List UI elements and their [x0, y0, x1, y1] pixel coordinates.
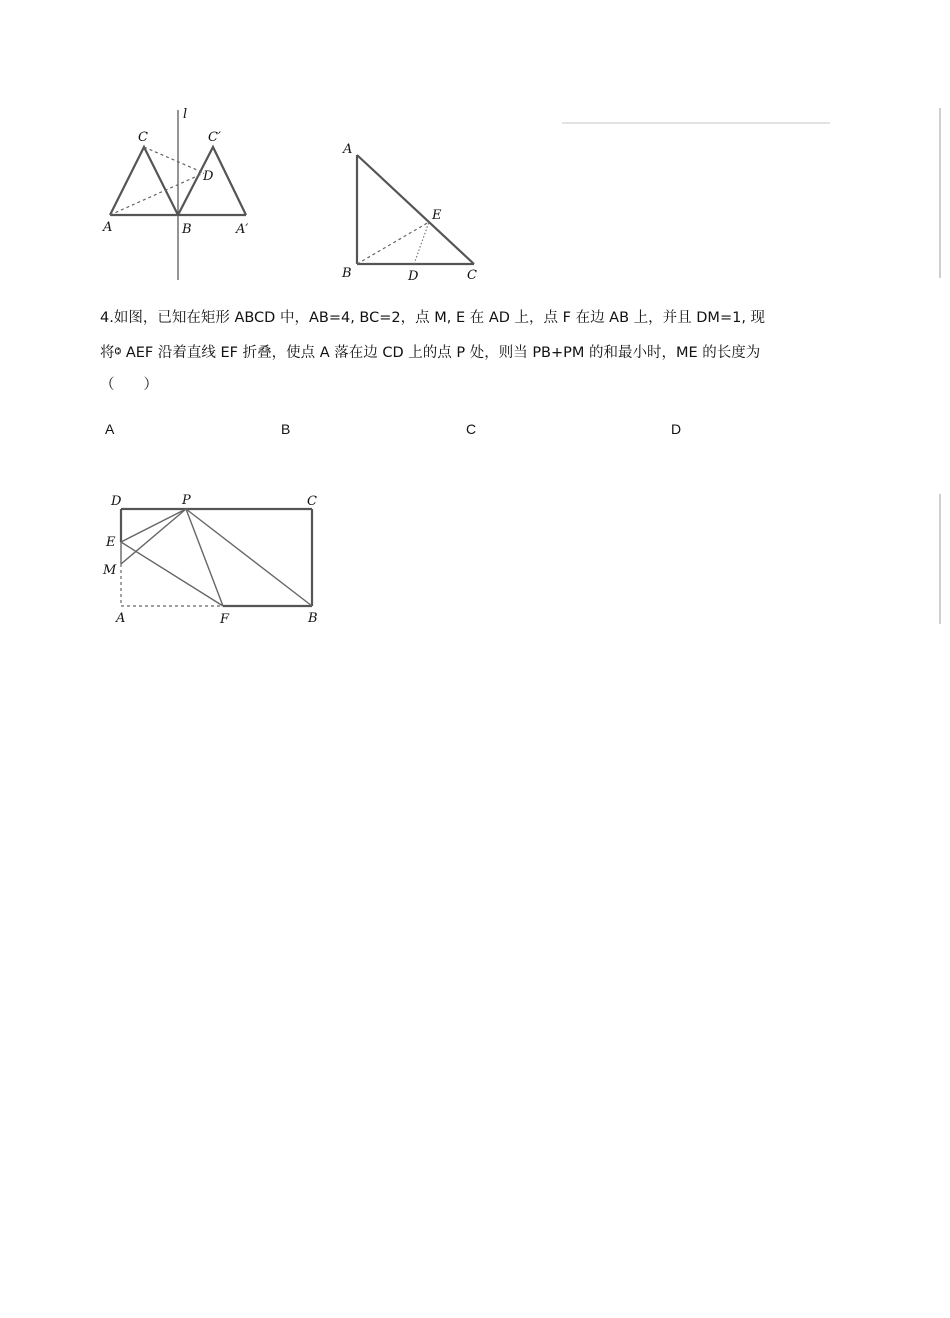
question-4-line-1: 4.如图，已知在矩形 ABCD 中，AB=4, BC=2，点 M, E 在 AD 上，点 F 在边 AB 上，并且 DM=1, 现 — [100, 310, 766, 326]
page-edge-mark-top — [939, 108, 941, 278]
question-4-answer-paren: （ ） — [100, 377, 158, 393]
label-l: l — [183, 107, 188, 122]
label-b: B — [342, 266, 352, 281]
scan-artifact-line — [562, 122, 830, 124]
dashed-c-to-d — [144, 147, 204, 173]
label-a: A — [343, 142, 353, 157]
label-d: D — [111, 494, 122, 509]
option-d[interactable]: D — [671, 421, 682, 437]
option-b[interactable]: B — [281, 421, 291, 437]
label-c: C — [467, 268, 477, 283]
label-a: A — [103, 220, 113, 235]
option-a[interactable]: A — [105, 421, 115, 437]
label-c-prime: C′ — [208, 130, 221, 145]
label-p: P — [182, 493, 191, 508]
page-edge-mark-bottom — [939, 494, 941, 624]
figure-right-triangle — [336, 135, 486, 285]
figure-reflection — [98, 105, 268, 285]
label-f: F — [220, 612, 230, 627]
label-m: M — [103, 563, 117, 578]
dashed-b-to-e — [357, 222, 429, 264]
label-e: E — [106, 535, 116, 550]
question-4-line-2: 将ⱉ AEF 沿着直线 EF 折叠，使点 A 落在边 CD 上的点 P 处，则当 PB+PM 的和最小时，ME 的长度为 — [100, 345, 761, 361]
side-ac — [357, 155, 474, 264]
label-b: B — [308, 611, 318, 626]
label-c: C — [307, 494, 317, 509]
dotted-d-to-e — [414, 222, 429, 264]
label-a-prime: A′ — [236, 222, 249, 237]
label-c: C — [138, 130, 148, 145]
label-d: D — [203, 169, 214, 184]
label-b: B — [182, 222, 192, 237]
label-e: E — [432, 208, 442, 223]
label-a: A — [116, 611, 126, 626]
option-c[interactable]: C — [466, 421, 477, 437]
label-d: D — [408, 269, 419, 284]
figure-rectangle-fold — [98, 490, 328, 630]
